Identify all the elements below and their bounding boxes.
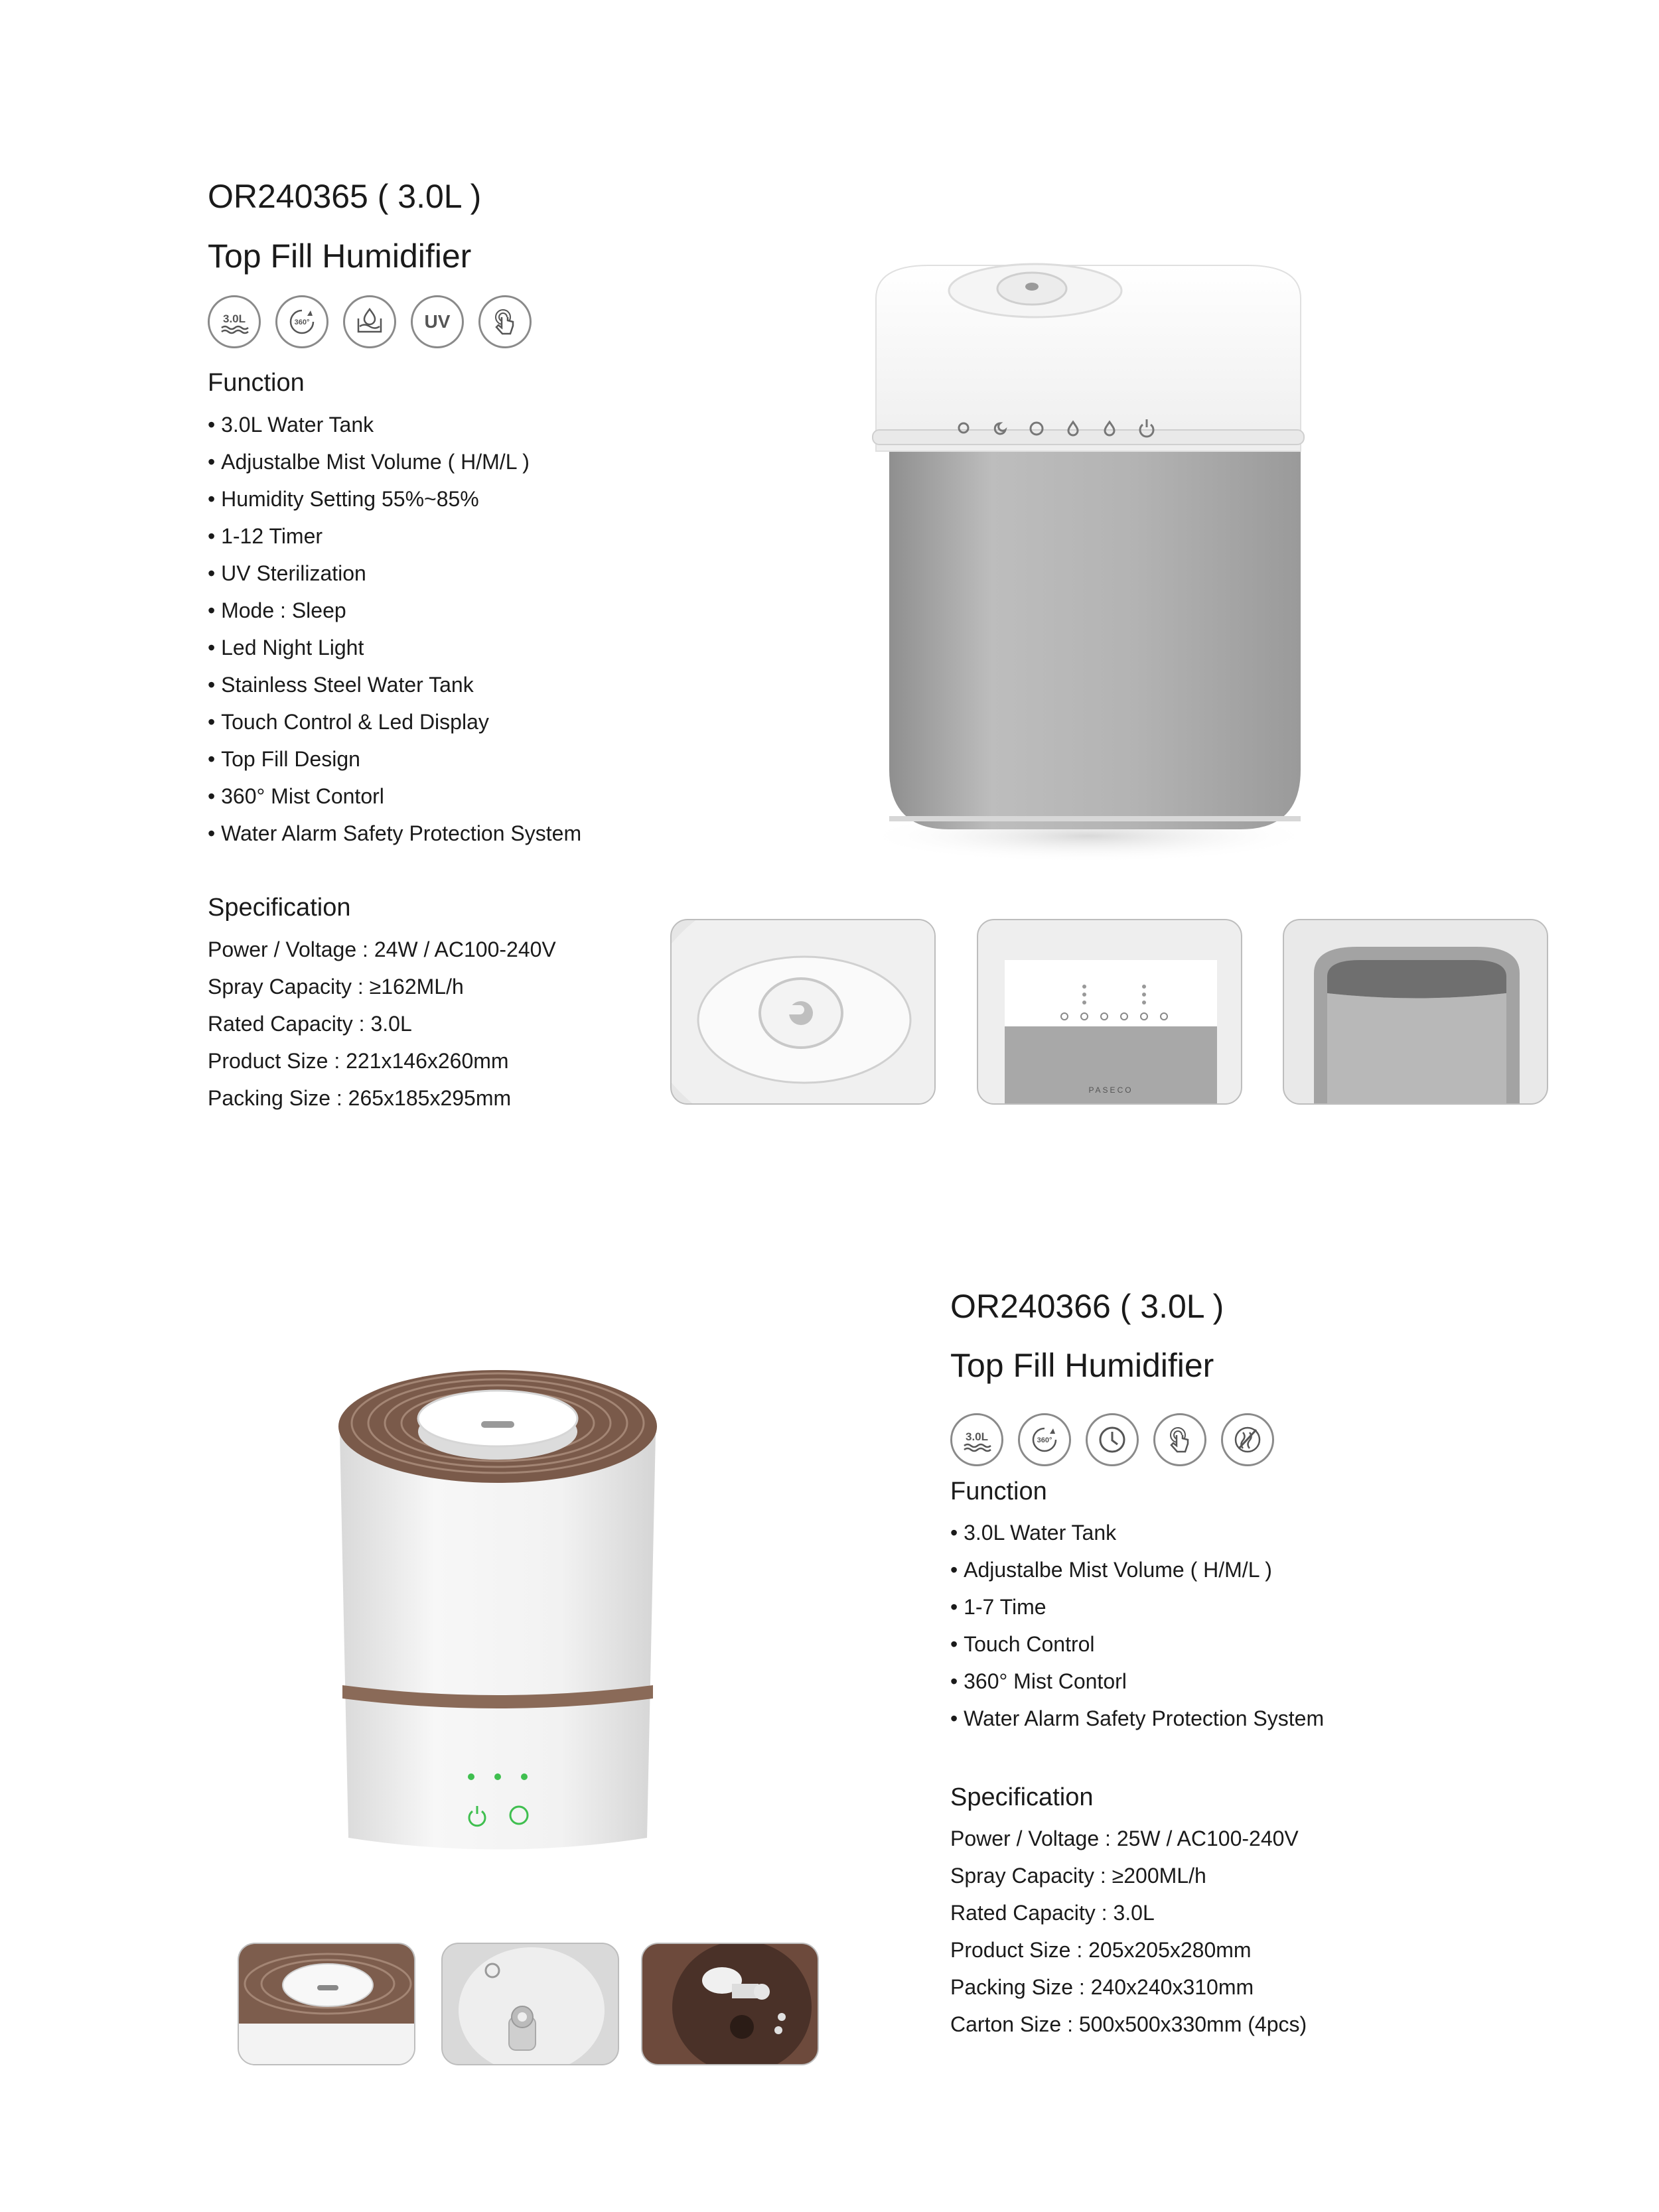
product2-main-image <box>312 1360 684 1878</box>
no-mist-icon <box>1221 1413 1274 1466</box>
base-closeup-image <box>642 1944 819 2065</box>
steel-tank-closeup-image <box>1284 920 1548 1105</box>
list-item: Product Size : 205x205x280mm <box>950 1938 1252 1962</box>
list-item: Power / Voltage : 24W / AC100-240V <box>208 937 556 961</box>
list-item: Product Size : 221x146x260mm <box>208 1049 509 1073</box>
list-item: Rated Capacity : 3.0L <box>208 1012 412 1036</box>
product2-subtitle: Top Fill Humidifier <box>950 1347 1214 1384</box>
brand-label: PASECO <box>1088 1085 1133 1095</box>
list-item: • 3.0L Water Tank <box>208 406 581 443</box>
list-item: • Touch Control & Led Display <box>208 703 581 740</box>
product2-feature-icons <box>950 1413 1274 1466</box>
touch-icon <box>1153 1413 1206 1466</box>
product1-function-list <box>208 406 581 852</box>
product1-thumb-lid <box>670 919 936 1105</box>
product1-subtitle: Top Fill Humidifier <box>208 238 472 275</box>
list-item: • Touch Control <box>950 1625 1324 1663</box>
product2-thumb-cap <box>238 1943 415 2065</box>
list-item: • 360° Mist Contorl <box>950 1663 1324 1700</box>
product1-function-heading: Function <box>208 369 305 397</box>
list-item: • Adjustalbe Mist Volume ( H/M/L ) <box>208 443 581 480</box>
touch-icon <box>478 295 532 348</box>
list-item: • Water Alarm Safety Protection System <box>208 815 581 852</box>
product2-model-title: OR240366 ( 3.0L ) <box>950 1288 1224 1325</box>
product2-function-list <box>950 1514 1324 1737</box>
product1-spec-list <box>208 931 556 1117</box>
list-item: Spray Capacity : ≥162ML/h <box>208 975 464 999</box>
list-item: Carton Size : 500x500x330mm (4pcs) <box>950 2012 1307 2036</box>
capacity-3l-icon <box>950 1413 1003 1466</box>
product1-thumb-panel <box>977 919 1242 1105</box>
product2-spec-heading: Specification <box>950 1783 1094 1811</box>
uv-label: UV <box>424 311 451 332</box>
product1-main-image <box>836 252 1340 869</box>
list-item: • Water Alarm Safety Protection System <box>950 1700 1324 1737</box>
product2-spec-list <box>950 1820 1307 2043</box>
list-item: Power / Voltage : 25W / AC100-240V <box>950 1827 1299 1850</box>
capacity-3l-label: 3.0L <box>222 312 246 325</box>
inner-tank-closeup-image <box>443 1944 619 2065</box>
product1-thumb-tank <box>1283 919 1548 1105</box>
list-item: Rated Capacity : 3.0L <box>950 1901 1155 1925</box>
clock-icon <box>1086 1413 1139 1466</box>
capacity-3l-label: 3.0L <box>965 1430 989 1443</box>
rotate-360-icon <box>275 295 328 348</box>
lid-closeup-image <box>672 920 936 1105</box>
rotate-360-label: 360° <box>1037 1436 1052 1444</box>
product1-spec-heading: Specification <box>208 894 351 922</box>
product2-thumb-inside <box>441 1943 619 2065</box>
list-item: • Stainless Steel Water Tank <box>208 666 581 703</box>
cap-closeup-image <box>239 1944 415 2065</box>
list-item: • Adjustalbe Mist Volume ( H/M/L ) <box>950 1551 1324 1588</box>
uv-icon <box>411 295 464 348</box>
capacity-3l-icon <box>208 295 261 348</box>
list-item: • UV Sterilization <box>208 555 581 592</box>
list-item: • Mode : Sleep <box>208 592 581 629</box>
product1-model-title: OR240365 ( 3.0L ) <box>208 178 482 215</box>
rotate-360-label: 360° <box>294 318 310 326</box>
product1-feature-icons <box>208 295 532 348</box>
product2-function-heading: Function <box>950 1478 1047 1505</box>
list-item: Packing Size : 240x240x310mm <box>950 1975 1254 1999</box>
list-item: • 1-12 Timer <box>208 518 581 555</box>
list-item: • 3.0L Water Tank <box>950 1514 1324 1551</box>
product2-thumb-base <box>641 1943 819 2065</box>
rotate-360-icon <box>1018 1413 1071 1466</box>
list-item: Spray Capacity : ≥200ML/h <box>950 1864 1206 1888</box>
list-item: • Led Night Light <box>208 629 581 666</box>
humidity-icon <box>343 295 396 348</box>
list-item: • 360° Mist Contorl <box>208 778 581 815</box>
list-item: • Humidity Setting 55%~85% <box>208 480 581 518</box>
list-item: Packing Size : 265x185x295mm <box>208 1086 512 1110</box>
list-item: • Top Fill Design <box>208 740 581 778</box>
list-item: • 1-7 Time <box>950 1588 1324 1625</box>
control-panel-closeup-image <box>978 920 1242 1105</box>
